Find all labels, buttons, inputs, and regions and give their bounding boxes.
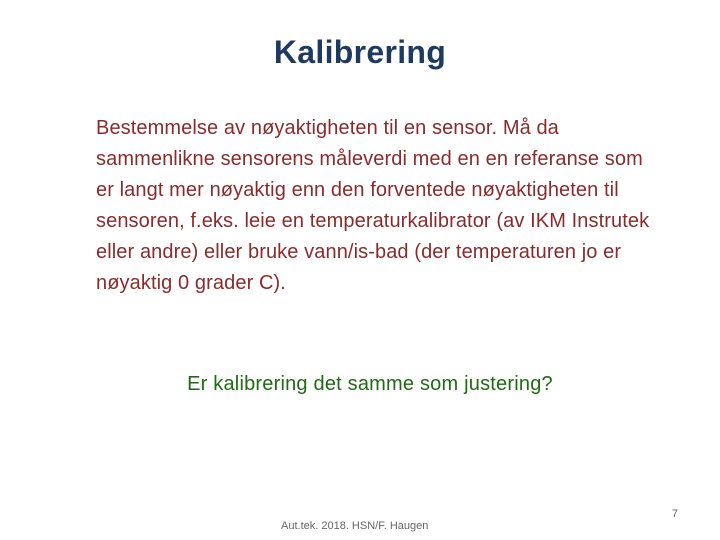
slide-title: Kalibrering bbox=[273, 34, 447, 70]
page-number: 7 bbox=[671, 508, 678, 520]
footer-text: Aut.tek. 2018. HSN/F. Haugen bbox=[281, 520, 429, 532]
question-text: Er kalibrering det samme som justering? bbox=[187, 373, 553, 395]
body-paragraph: Bestemmelse av nøyaktigheten til en sensor. Må da sammenlikne sensorens måleverdi med en en referanse som er langt mer nøyaktig enn den forventede nøyaktigheten til sensoren, f.eks. leie en temperaturkalibrator (av IKM Instrutek eller andre) eller bruke vann/is-bad (der temperaturen jo er nøyaktig 0 grader C). bbox=[96, 117, 650, 294]
